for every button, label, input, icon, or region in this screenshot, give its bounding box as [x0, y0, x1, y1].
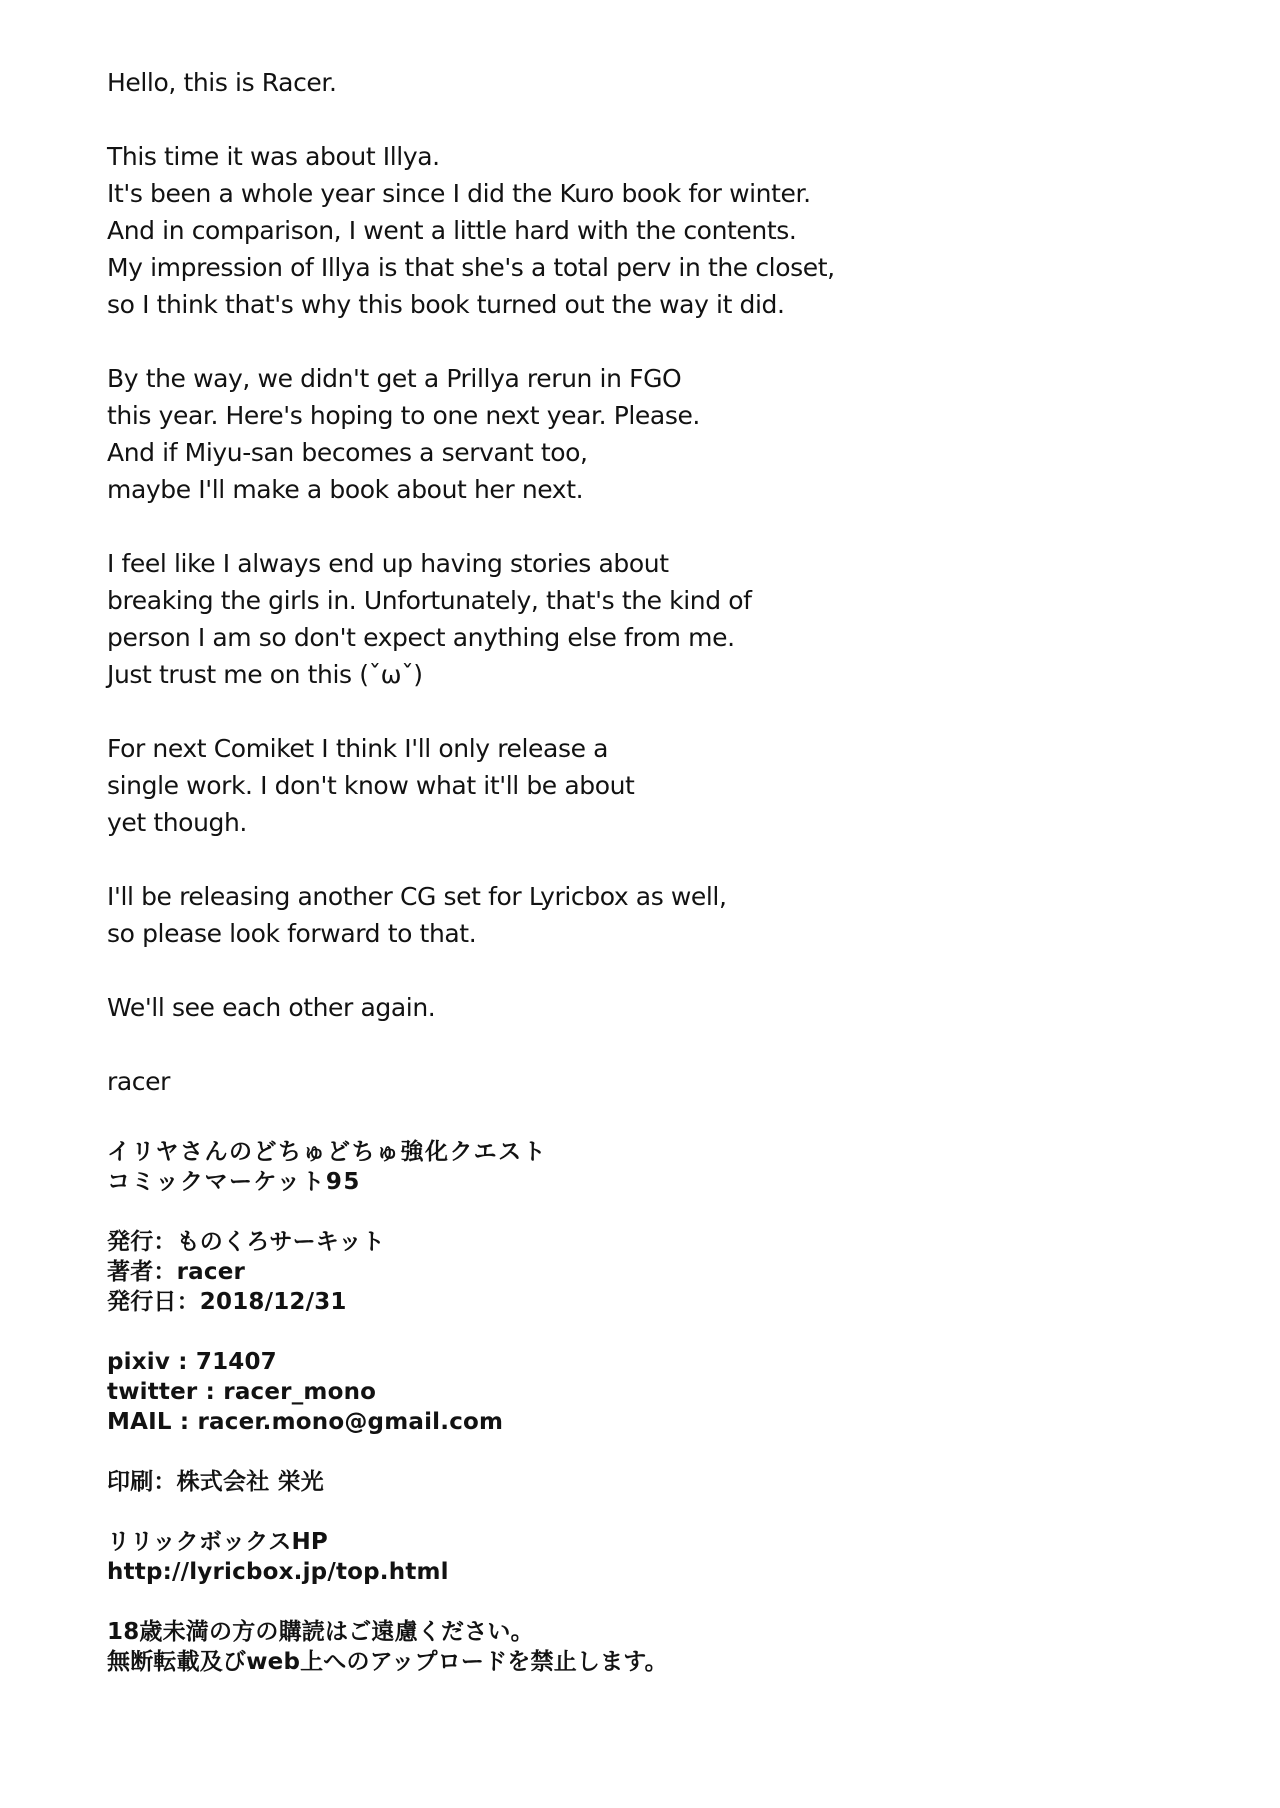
event-line: コミックマーケット95 [107, 1169, 361, 1195]
afterword-paragraph [107, 360, 1230, 508]
afterword-line: I'll be releasing another CG set for Lyricbox as well, [107, 882, 727, 911]
age-restriction-line: 18歳未満の方の購読はご遠慮ください。 [107, 1619, 534, 1645]
mail-line: MAIL : racer.mono@gmail.com [107, 1409, 504, 1435]
publisher-line: 発行：ものくろサーキット [107, 1229, 385, 1255]
afterword-line: yet though. [107, 808, 247, 837]
afterword-line: this year. Here's hoping to one next year. Please. [107, 401, 700, 430]
no-reupload-line: 無断転載及びweb上へのアップロードを禁止します。 [107, 1649, 668, 1675]
colophon-block [107, 1137, 1230, 1677]
website-label-line: リリックボックスHP [107, 1529, 328, 1555]
author-signature: racer [107, 1067, 171, 1096]
afterword-line: single work. I don't know what it'll be about [107, 771, 635, 800]
twitter-line: twitter : racer_mono [107, 1379, 377, 1405]
afterword-line: It's been a whole year since I did the Kuro book for winter. [107, 179, 811, 208]
printer-info-group [107, 1467, 1230, 1497]
afterword-line: so I think that's why this book turned out the way it did. [107, 290, 785, 319]
printer-line: 印刷：株式会社 栄光 [107, 1469, 325, 1495]
greeting-line: Hello, this is Racer. [107, 68, 337, 97]
afterword-line: This time it was about Illya. [107, 142, 440, 171]
signature-paragraph [107, 1063, 1230, 1100]
publication-info-group [107, 1227, 1230, 1317]
afterword-line: And if Miyu-san becomes a servant too, [107, 438, 588, 467]
afterword-paragraph [107, 730, 1230, 841]
pixiv-line: pixiv : 71407 [107, 1349, 277, 1375]
afterword-line-emoticon: Just trust me on this (ˇωˇ) [107, 660, 423, 689]
author-line: 著者：racer [107, 1259, 246, 1285]
afterword-line: maybe I'll make a book about her next. [107, 475, 584, 504]
notice-group [107, 1617, 1230, 1677]
afterword-line: breaking the girls in. Unfortunately, that's the kind of [107, 586, 752, 615]
afterword-text-block [107, 64, 1230, 1100]
afterword-line: By the way, we didn't get a Prillya rerun in FGO [107, 364, 682, 393]
doujin-title-group [107, 1137, 1230, 1197]
website-url-line: http://lyricbox.jp/top.html [107, 1559, 449, 1585]
afterword-paragraph [107, 878, 1230, 952]
page-content [107, 64, 1230, 1707]
doujin-title-line: イリヤさんのどちゅどちゅ強化クエスト [107, 1139, 548, 1165]
afterword-line: person I am so don't expect anything else from me. [107, 623, 735, 652]
publish-date-line: 発行日：2018/12/31 [107, 1289, 347, 1315]
afterword-line: I feel like I always end up having stories about [107, 549, 669, 578]
website-info-group [107, 1527, 1230, 1587]
afterword-line: And in comparison, I went a little hard with the contents. [107, 216, 797, 245]
afterword-paragraph [107, 545, 1230, 693]
contact-info-group [107, 1347, 1230, 1437]
afterword-paragraph [107, 64, 1230, 101]
afterword-line: so please look forward to that. [107, 919, 477, 948]
farewell-line: We'll see each other again. [107, 993, 436, 1022]
afterword-paragraph [107, 138, 1230, 323]
afterword-paragraph [107, 989, 1230, 1026]
afterword-line: My impression of Illya is that she's a total perv in the closet, [107, 253, 835, 282]
afterword-line: For next Comiket I think I'll only release a [107, 734, 609, 763]
